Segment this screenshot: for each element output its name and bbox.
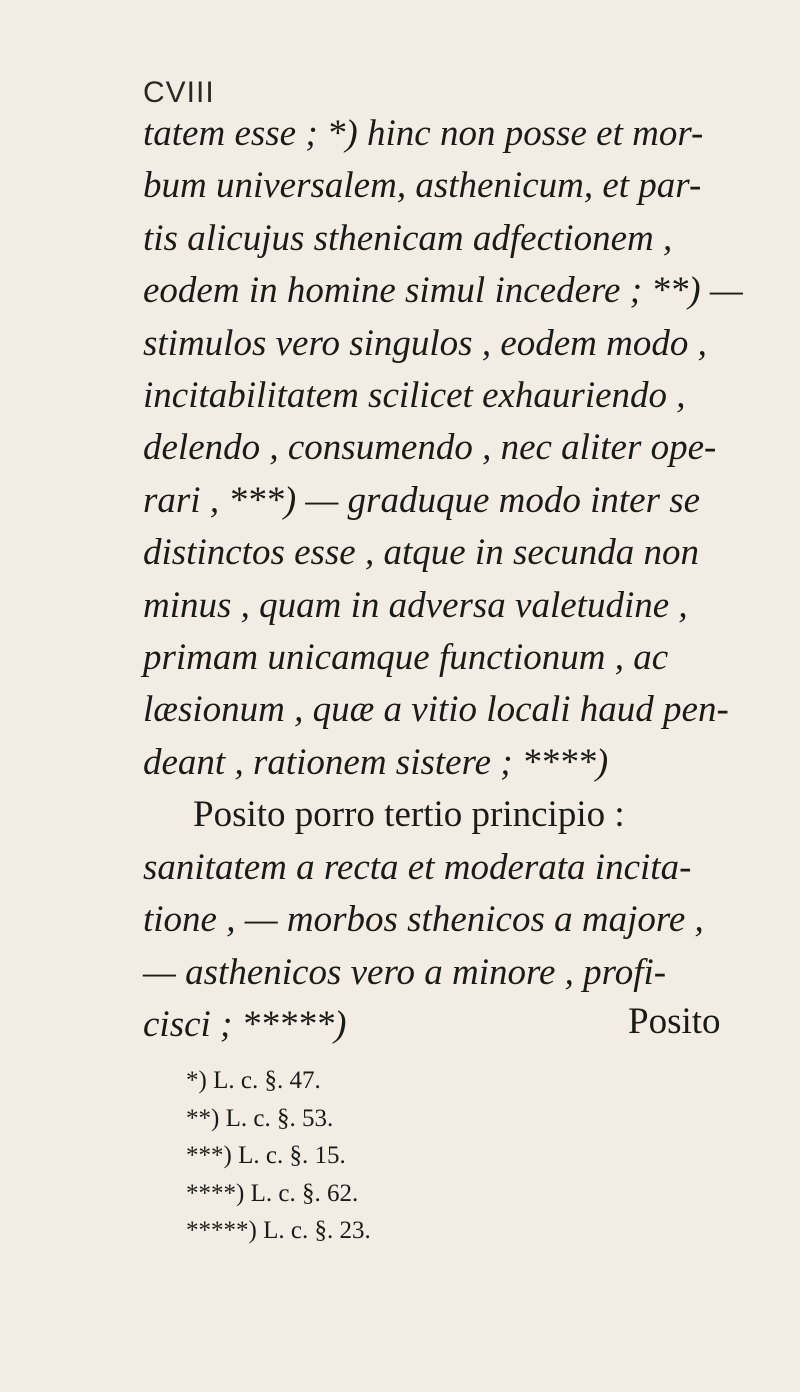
text-line: cisci ; *****) xyxy=(143,1003,347,1045)
text-line: distinctos esse , atque in secunda non xyxy=(143,532,699,574)
footnote: **) L. c. §. 53. xyxy=(186,1104,334,1132)
text-line: incitabilitatem scilicet exhauriendo , xyxy=(143,375,686,417)
text-line: minus , quam in adversa valetudine , xyxy=(143,584,688,626)
text-line: tatem esse ; *) hinc non posse et mor- xyxy=(143,113,704,154)
body-text xyxy=(143,108,783,1051)
footnotes xyxy=(186,1062,371,1250)
text-line: delendo , consumendo , nec aliter ope- xyxy=(143,427,717,469)
text-line: — asthenicos vero a minore , profi- xyxy=(143,951,667,993)
text-line: deant , rationem sistere ; ****) xyxy=(143,741,609,783)
footnote: ****) L. c. §. 62. xyxy=(186,1179,359,1207)
text-line: bum universalem, asthenicum, et par- xyxy=(143,165,702,207)
text-line: eodem in homine simul incedere ; **) — xyxy=(143,270,743,312)
text-line: rari , ***) — graduque modo inter se xyxy=(143,479,701,521)
footnote: *****) L. c. §. 23. xyxy=(186,1217,371,1244)
text-line: tis alicujus sthenicam adfectionem , xyxy=(143,217,673,259)
text-line: primam unicamque functionum , ac xyxy=(143,637,669,679)
footnote: ***) L. c. §. 15. xyxy=(186,1142,346,1169)
text-line: læsionum , quæ a vitio locali haud pen- xyxy=(143,689,729,731)
catchword: Posito xyxy=(628,1001,721,1042)
footnote: *) L. c. §. 47. xyxy=(186,1067,321,1094)
text-line: tione , — morbos sthenicos a majore , xyxy=(143,899,704,941)
text-line: sanitatem a recta et moderata incita- xyxy=(143,846,692,888)
text-line-roman: Posito porro tertio principio : xyxy=(193,794,625,836)
page-number: CVIII xyxy=(143,76,215,109)
text-line: stimulos vero singulos , eodem modo , xyxy=(143,322,707,364)
